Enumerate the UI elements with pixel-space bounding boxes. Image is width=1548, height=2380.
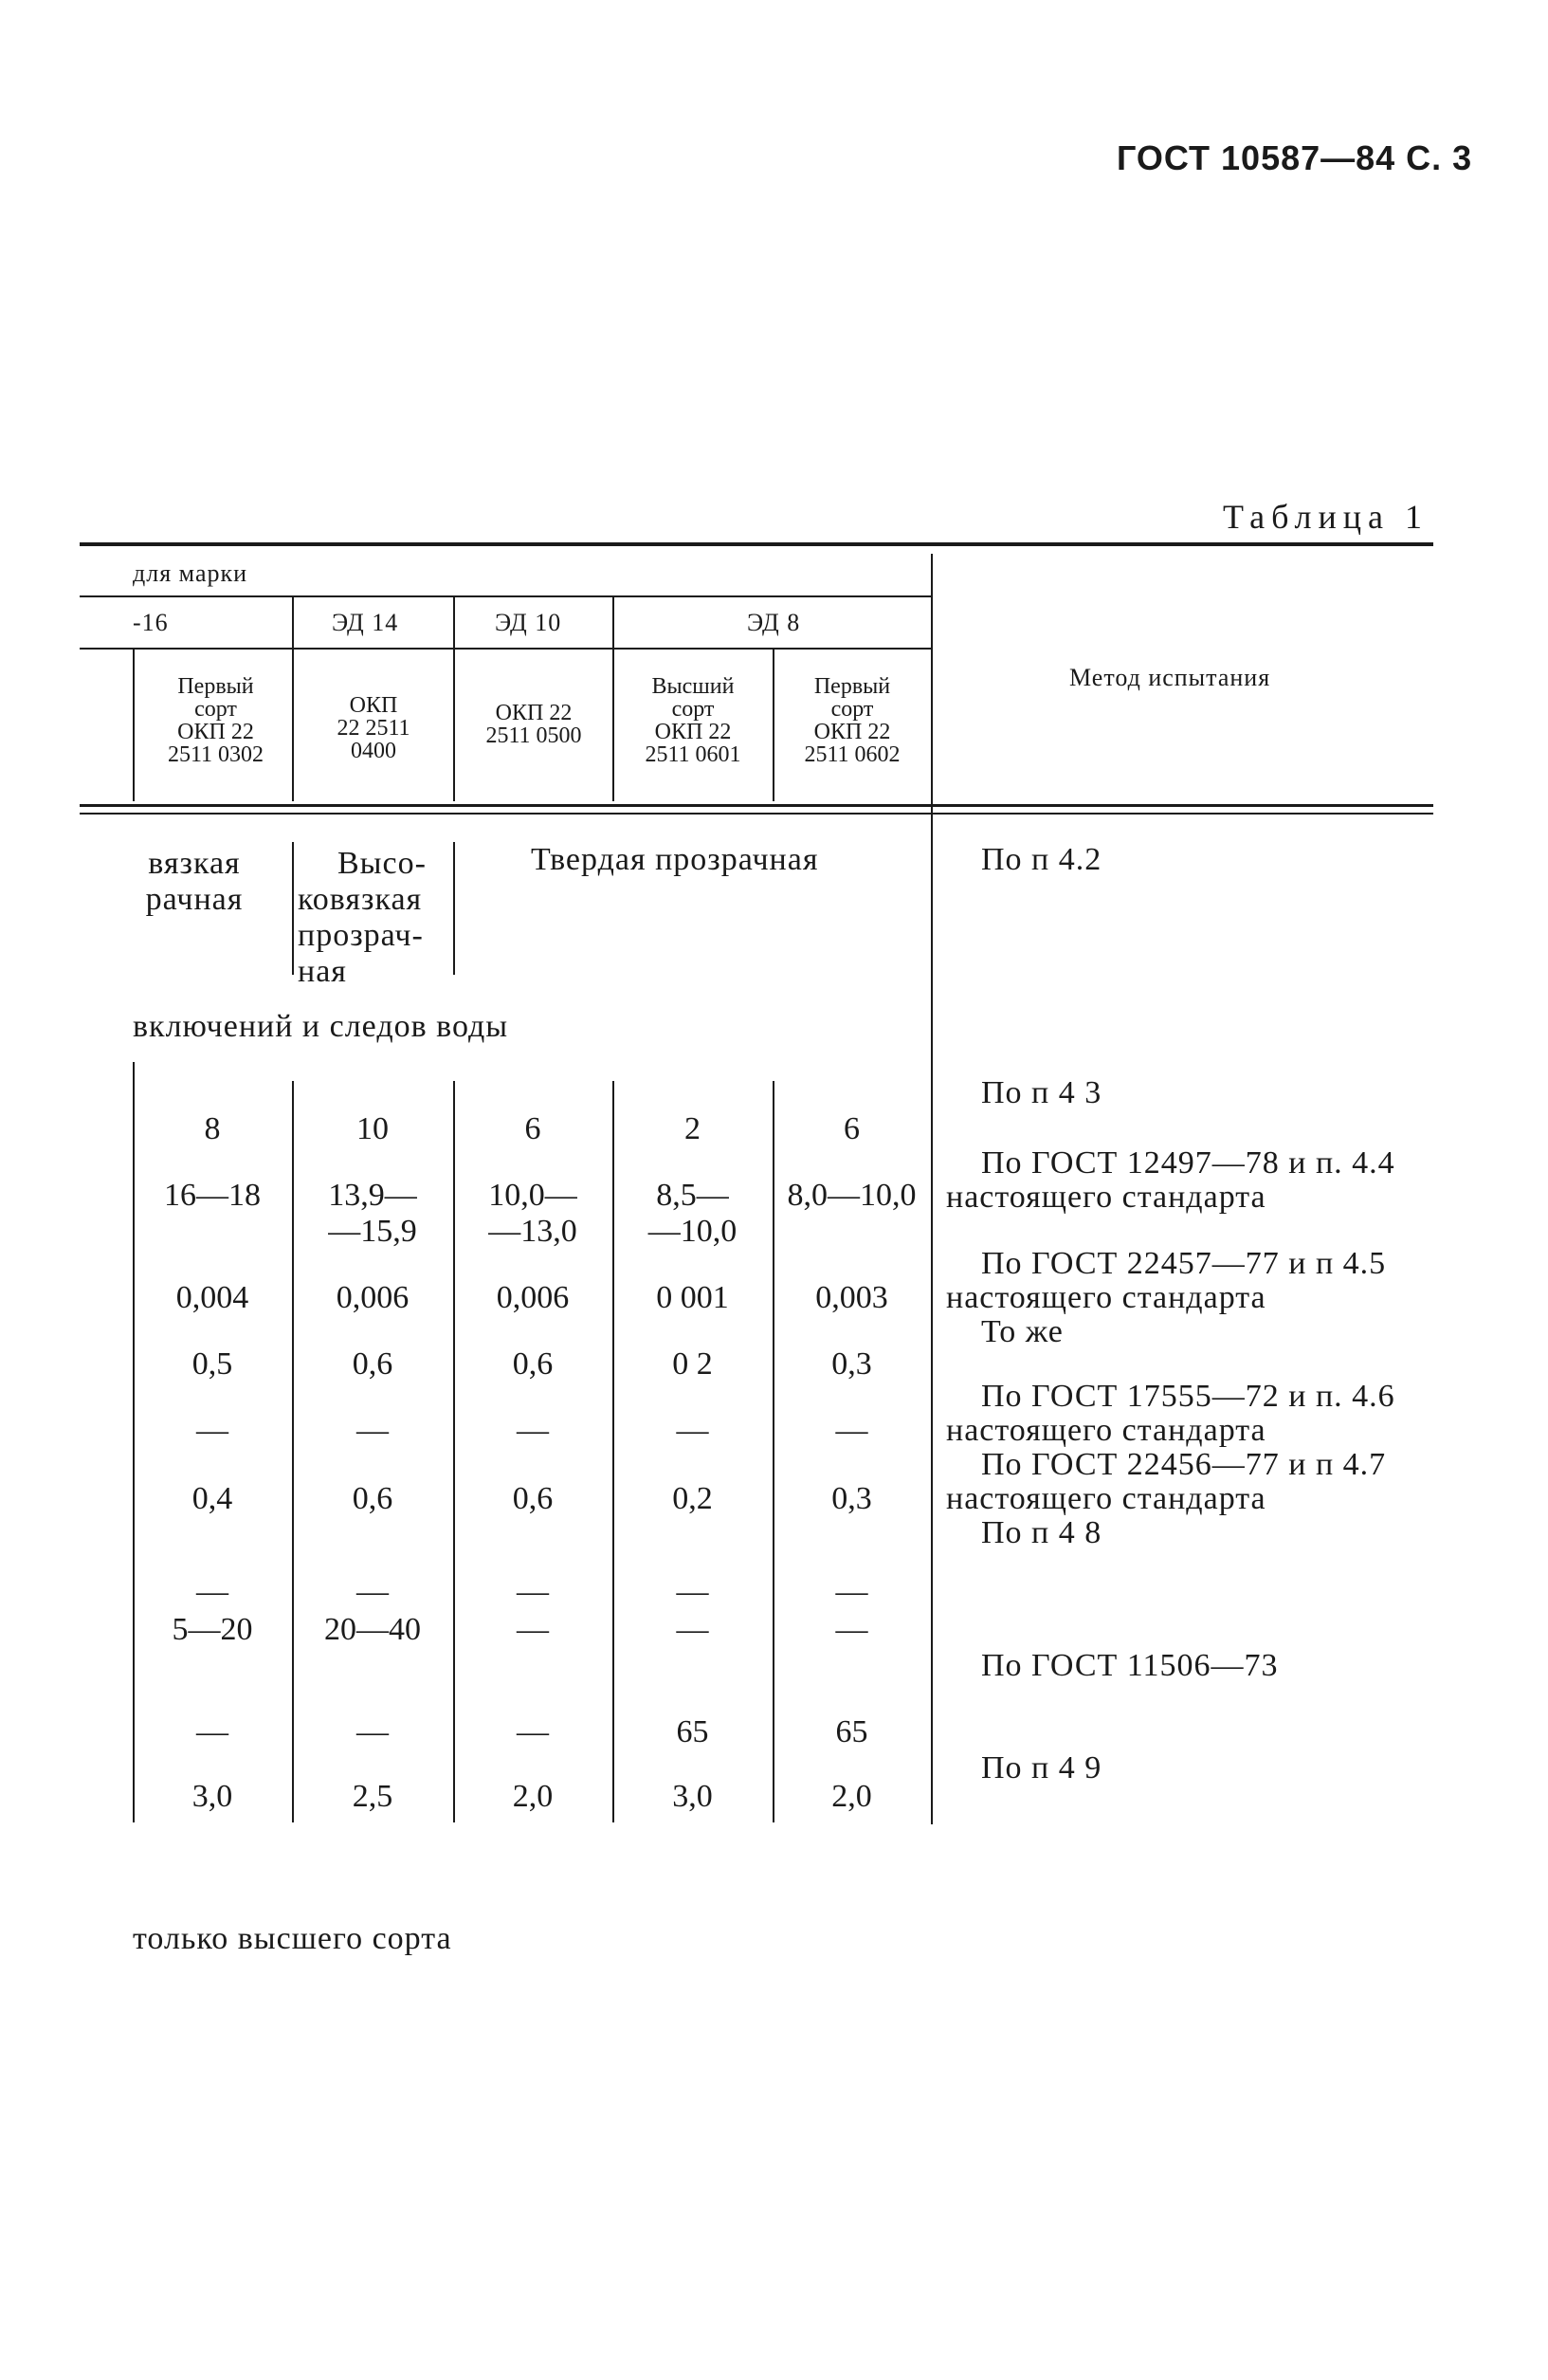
header-col-16: -16 [133, 609, 169, 636]
method-gost-12497: По ГОСТ 12497—78 и п. 4.4 [981, 1145, 1395, 1181]
table-cell: — [517, 1574, 549, 1609]
table-cell: 2,5 [352, 1779, 393, 1814]
grid-line [133, 650, 135, 801]
table-cell: 0,003 [815, 1280, 888, 1315]
table-cell: 10 [356, 1111, 389, 1146]
table-cell: — [196, 1574, 228, 1609]
method-gost-12497-sub: настоящего стандарта [946, 1180, 1266, 1215]
method-gost-22456: По ГОСТ 22456—77 и п 4.7 [981, 1447, 1387, 1482]
grid-line [453, 842, 455, 975]
appearance-col2: Высо- ковязкая прозрач- ная [298, 846, 427, 989]
header-col-ed8: ЭД 8 [747, 609, 801, 636]
table-cell: 0,5 [191, 1346, 233, 1382]
table-cell: 0,6 [352, 1481, 393, 1516]
table-cell: 2,0 [512, 1779, 554, 1814]
method-4-9: По п 4 9 [981, 1750, 1102, 1785]
table-cell: 65 [835, 1714, 868, 1749]
table-cell: 0,6 [352, 1346, 393, 1382]
table-cell: 8,5— —10,0 [647, 1178, 738, 1249]
table-cell: 0,6 [512, 1481, 554, 1516]
appearance-note: включений и следов воды [133, 1009, 509, 1044]
table-cell: 0,4 [191, 1481, 233, 1516]
method-gost-17555-sub: настоящего стандарта [946, 1413, 1266, 1448]
header-grade-16-first: Первый сорт ОКП 22 2511 0302 [167, 674, 264, 767]
grid-line [292, 842, 294, 975]
table-cell: — [835, 1574, 868, 1609]
table-cell: 16—18 [164, 1178, 261, 1213]
page-header: ГОСТ 10587—84 С. 3 [1117, 138, 1473, 177]
table-cell: 6 [524, 1111, 541, 1146]
table-cell: — [356, 1714, 389, 1749]
table-cell: 0,006 [496, 1280, 570, 1315]
table-cell: — [196, 1413, 228, 1448]
header-grade-ed14: ОКП 22 2511 0400 [337, 693, 410, 763]
grid-line [292, 597, 294, 801]
table-cell: 0,3 [831, 1346, 872, 1382]
header-bottom-rule-2 [80, 813, 1433, 815]
table-cell: 0 001 [656, 1280, 729, 1315]
appearance-col3: Твердая прозрачная [531, 842, 819, 877]
table-cell: 0,2 [672, 1481, 713, 1516]
method-gost-11506: По ГОСТ 11506—73 [981, 1648, 1279, 1683]
method-4-8: По п 4 8 [981, 1515, 1102, 1550]
table-cell: 8,0—10,0 [787, 1178, 917, 1213]
header-grade-ed10: ОКП 22 2511 0500 [485, 701, 582, 748]
table-top-rule [80, 542, 1433, 546]
table-title: Таблица 1 [1223, 498, 1429, 536]
table-cell: 13,9— —15,9 [328, 1178, 417, 1249]
grid-line [612, 597, 614, 801]
table-cell: 20—40 [324, 1612, 421, 1647]
table-cell: 65 [676, 1714, 709, 1749]
table-cell: — [196, 1714, 228, 1749]
grid-line [931, 554, 933, 1824]
table-cell: — [356, 1413, 389, 1448]
header-for-grade: для марки [133, 559, 248, 587]
method-gost-22457: По ГОСТ 22457—77 и п 4.5 [981, 1246, 1387, 1281]
header-grade-ed8-first: Первый сорт ОКП 22 2511 0602 [804, 674, 901, 767]
table-cell: — [517, 1413, 549, 1448]
table-cell: 6 [844, 1111, 860, 1146]
table-cell: 0,004 [175, 1280, 249, 1315]
table-cell: 8 [204, 1111, 221, 1146]
table-cell: 0,006 [336, 1280, 410, 1315]
header-bottom-rule [80, 804, 1433, 807]
header-method: Метод испытания [1069, 664, 1271, 691]
grid-line [773, 650, 774, 801]
table-cell: 0,3 [831, 1481, 872, 1516]
appearance-col1: вязкая рачная [145, 846, 244, 917]
table-cell: — [517, 1612, 549, 1647]
grid-line [453, 597, 455, 801]
footnote: только высшего сорта [133, 1921, 452, 1956]
header-col-ed10: ЭД 10 [495, 609, 562, 636]
table-cell: — [835, 1612, 868, 1647]
table-cell: — [676, 1574, 709, 1609]
table-cell: 0,6 [512, 1346, 554, 1382]
method-gost-22457-sub: настоящего стандарта [946, 1280, 1266, 1315]
method-gost-17555: По ГОСТ 17555—72 и п. 4.6 [981, 1379, 1395, 1414]
table-cell: 0 2 [672, 1346, 713, 1382]
table-cell: — [835, 1413, 868, 1448]
table-cell: 3,0 [191, 1779, 233, 1814]
table-cell: — [676, 1612, 709, 1647]
table-cell: 10,0— —13,0 [488, 1178, 577, 1249]
header-rule-2 [80, 648, 931, 650]
method-4-3: По п 4 3 [981, 1075, 1102, 1110]
table-cell: — [356, 1574, 389, 1609]
table-cell: 2,0 [831, 1779, 872, 1814]
header-grade-ed8-top: Высший сорт ОКП 22 2511 0601 [645, 674, 741, 767]
method-4-2: По п 4.2 [981, 842, 1102, 877]
table-cell: — [676, 1413, 709, 1448]
table-cell: — [517, 1714, 549, 1749]
table-cell: 5—20 [172, 1612, 253, 1647]
header-rule-1 [80, 595, 931, 597]
method-gost-22456-sub: настоящего стандарта [946, 1481, 1266, 1516]
table-cell: 2 [684, 1111, 701, 1146]
header-col-ed14: ЭД 14 [332, 609, 399, 636]
method-same: То же [981, 1314, 1064, 1349]
table-cell: 3,0 [672, 1779, 713, 1814]
